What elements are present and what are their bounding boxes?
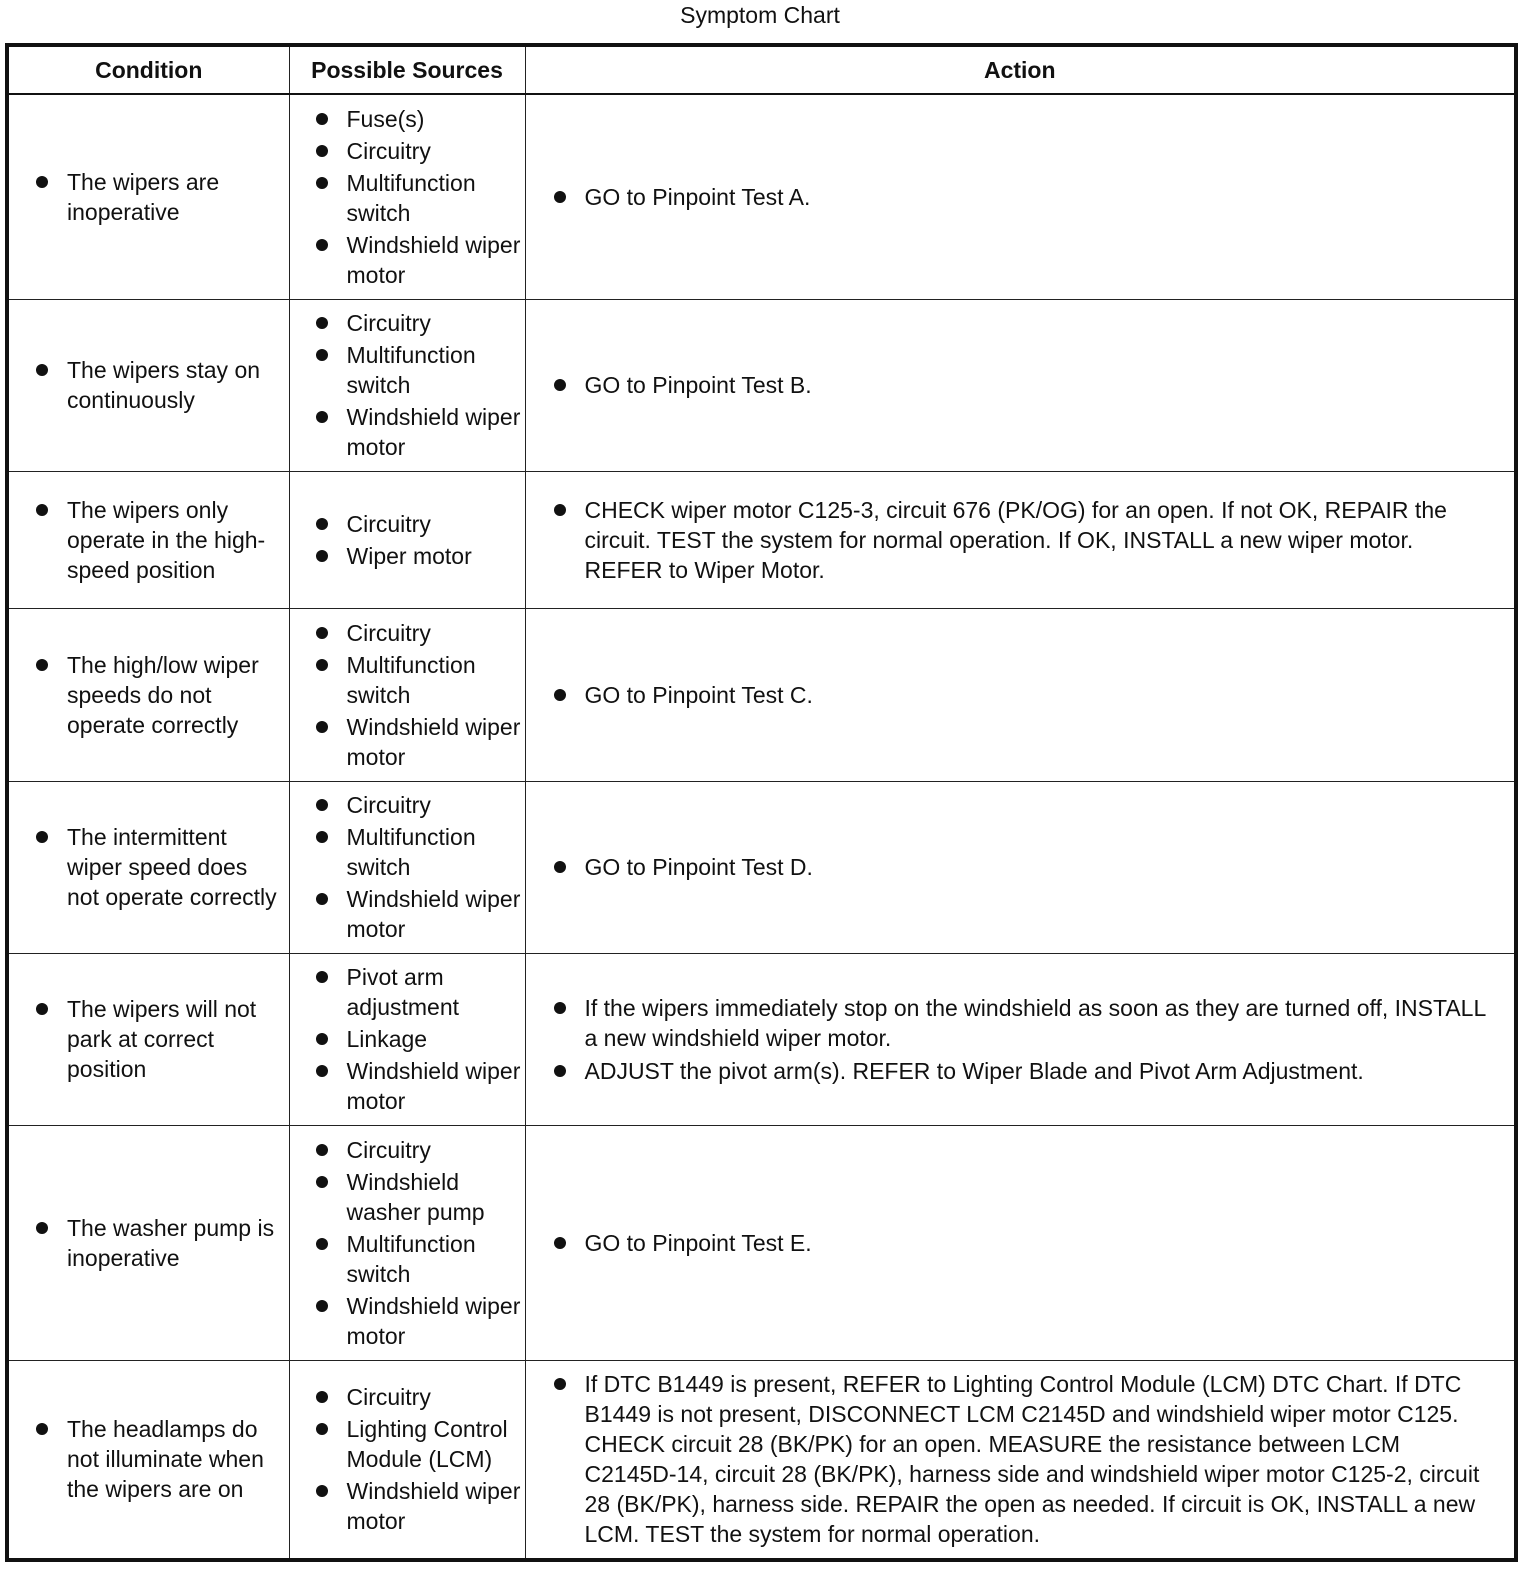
condition-cell	[7, 471, 289, 608]
table-row	[7, 94, 1516, 299]
action-cell	[525, 1125, 1516, 1360]
source-item: Circuitry	[290, 790, 525, 820]
condition-cell	[7, 608, 289, 781]
action-item: GO to Pinpoint Test C.	[526, 680, 1515, 710]
sources-cell	[289, 953, 525, 1125]
action-cell	[525, 1360, 1516, 1560]
action-item: GO to Pinpoint Test B.	[526, 370, 1515, 400]
source-item: Circuitry	[290, 618, 525, 648]
condition-text: The headlamps do not illuminate when the wipers are on	[9, 1414, 289, 1504]
sources-cell	[289, 299, 525, 471]
sources-cell	[289, 608, 525, 781]
source-item: Multifunction switch	[290, 822, 525, 882]
header-row	[7, 45, 1516, 94]
source-item: Wiper motor	[290, 541, 525, 571]
condition-text: The wipers only operate in the high-speed position	[9, 495, 289, 585]
action-cell	[525, 94, 1516, 299]
sources-cell	[289, 94, 525, 299]
table-row	[7, 1360, 1516, 1560]
symptom-table	[5, 43, 1518, 1562]
condition-text: The intermittent wiper speed does not operate correctly	[9, 822, 289, 912]
action-cell	[525, 471, 1516, 608]
condition-text: The wipers stay on continuously	[9, 355, 289, 415]
condition-text: The wipers will not park at correct position	[9, 994, 289, 1084]
source-item: Windshield wiper motor	[290, 1291, 525, 1351]
action-cell	[525, 299, 1516, 471]
source-item: Lighting Control Module (LCM)	[290, 1414, 525, 1474]
condition-text: The washer pump is inoperative	[9, 1213, 289, 1273]
action-item: GO to Pinpoint Test A.	[526, 182, 1515, 212]
action-item: If DTC B1449 is present, REFER to Lighting Control Module (LCM) DTC Chart. If DTC B1449 is not present, DISCONNECT LCM C2145D and windshield wiper motor C125. CHECK circuit 28 (BK/PK) for an open. MEASURE the resistance between LCM C2145D-14, circuit 28 (BK/PK), harness side and windshield wiper motor C125-2, circuit 28 (BK/PK), harness side. REPAIR the open as needed. If circuit is OK, INSTALL a new LCM. TEST the system for normal operation.	[526, 1369, 1515, 1549]
source-item: Windshield washer pump	[290, 1167, 525, 1227]
action-item: GO to Pinpoint Test D.	[526, 852, 1515, 882]
source-item: Windshield wiper motor	[290, 884, 525, 944]
table-row	[7, 471, 1516, 608]
source-item: Fuse(s)	[290, 104, 525, 134]
condition-cell	[7, 94, 289, 299]
source-item: Circuitry	[290, 509, 525, 539]
action-item: CHECK wiper motor C125-3, circuit 676 (PK/OG) for an open. If not OK, REPAIR the circuit. TEST the system for normal operation. If OK, INSTALL a new wiper motor. REFER to Wiper Motor.	[526, 495, 1515, 585]
sources-cell	[289, 781, 525, 953]
source-item: Windshield wiper motor	[290, 712, 525, 772]
source-item: Multifunction switch	[290, 168, 525, 228]
source-item: Circuitry	[290, 1382, 525, 1412]
action-cell	[525, 781, 1516, 953]
condition-cell	[7, 1125, 289, 1360]
condition-text: The high/low wiper speeds do not operate correctly	[9, 650, 289, 740]
table-row	[7, 608, 1516, 781]
table-row	[7, 781, 1516, 953]
sources-cell	[289, 1360, 525, 1560]
table-row	[7, 1125, 1516, 1360]
action-item: GO to Pinpoint Test E.	[526, 1228, 1515, 1258]
condition-text: The wipers are inoperative	[9, 167, 289, 227]
source-item: Circuitry	[290, 308, 525, 338]
condition-cell	[7, 1360, 289, 1560]
table-row	[7, 299, 1516, 471]
header-possible-sources: Possible Sources	[289, 45, 525, 94]
source-item: Multifunction switch	[290, 650, 525, 710]
source-item: Pivot arm adjustment	[290, 962, 525, 1022]
source-item: Windshield wiper motor	[290, 230, 525, 290]
action-item: ADJUST the pivot arm(s). REFER to Wiper Blade and Pivot Arm Adjustment.	[526, 1056, 1515, 1086]
table-row	[7, 953, 1516, 1125]
source-item: Linkage	[290, 1024, 525, 1054]
source-item: Multifunction switch	[290, 340, 525, 400]
action-cell	[525, 608, 1516, 781]
condition-cell	[7, 953, 289, 1125]
header-condition: Condition	[7, 45, 289, 94]
source-item: Circuitry	[290, 136, 525, 166]
action-item: If the wipers immediately stop on the windshield as soon as they are turned off, INSTALL a new windshield wiper motor.	[526, 993, 1515, 1053]
source-item: Windshield wiper motor	[290, 1476, 525, 1536]
header-action: Action	[525, 45, 1516, 94]
source-item: Windshield wiper motor	[290, 402, 525, 462]
source-item: Multifunction switch	[290, 1229, 525, 1289]
source-item: Circuitry	[290, 1135, 525, 1165]
sources-cell	[289, 1125, 525, 1360]
condition-cell	[7, 781, 289, 953]
action-cell	[525, 953, 1516, 1125]
condition-cell	[7, 299, 289, 471]
sources-cell	[289, 471, 525, 608]
chart-title: Symptom Chart	[680, 2, 840, 28]
source-item: Windshield wiper motor	[290, 1056, 525, 1116]
